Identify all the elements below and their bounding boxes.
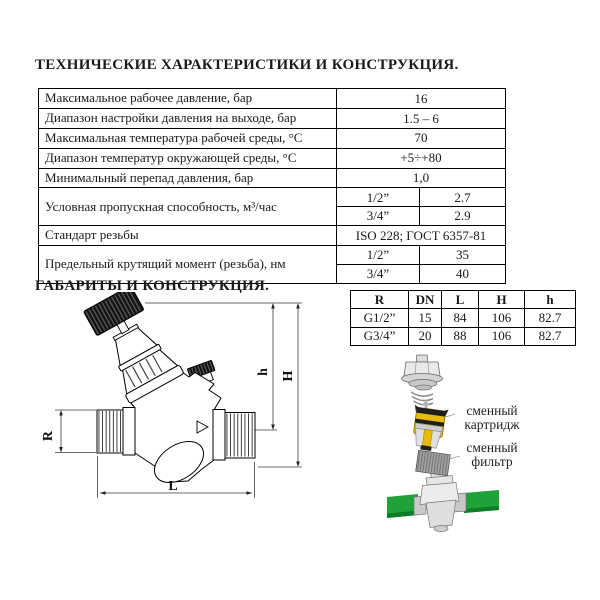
dim-label-h-small: h (256, 368, 271, 376)
spec-value: 35 (420, 246, 506, 265)
dims-cell: 15 (409, 309, 442, 327)
dims-cell: 84 (442, 309, 479, 327)
dims-header: H (479, 291, 525, 309)
dims-cell: 82.7 (525, 327, 576, 345)
cartridge-label-line1: сменный (466, 403, 518, 418)
dim-label-h-big: H (281, 370, 296, 382)
specs-table (38, 88, 506, 284)
filter-label (450, 441, 534, 469)
cartridge-label (448, 404, 536, 432)
spec-label: Предельный крутящий момент (резьба), нм (39, 246, 337, 284)
spec-value: +5÷+80 (337, 148, 506, 168)
dims-cell: G1/2” (351, 309, 409, 327)
table-row (39, 226, 506, 246)
dims-header: L (442, 291, 479, 309)
right-thread (225, 413, 255, 459)
spec-size: 3/4” (337, 265, 420, 284)
dims-cell: 88 (442, 327, 479, 345)
dims-header: R (351, 291, 409, 309)
spec-label: Стандарт резьбы (39, 226, 337, 246)
dimensions-table (350, 290, 576, 346)
dims-header: h (525, 291, 576, 309)
spec-size: 1/2” (337, 246, 420, 265)
dims-cell: G3/4” (351, 327, 409, 345)
spec-size: 1/2” (337, 188, 420, 207)
bonnet-cap-3d (402, 355, 443, 390)
dims-cell: 106 (479, 309, 525, 327)
cartridge-label-line2: картридж (464, 417, 520, 432)
dims-cell: 20 (409, 327, 442, 345)
replaceable-filter (416, 450, 451, 475)
dimensions-heading: ГАБАРИТЫ И КОНСТРУКЦИЯ. (35, 278, 270, 294)
replaceable-cartridge (409, 405, 449, 453)
spec-label: Минимальный перепад давления, бар (39, 168, 337, 188)
spring (411, 392, 433, 405)
dims-header: DN (409, 291, 442, 309)
spec-label: Максимальная температура рабочей среды, °С (39, 128, 337, 148)
spec-value: 1,0 (337, 168, 506, 188)
installed-valve-body (414, 468, 466, 532)
spec-label: Максимальное рабочее давление, бар (39, 89, 337, 109)
table-row (39, 188, 506, 207)
spec-value: 16 (337, 89, 506, 109)
table-row (39, 89, 506, 109)
table-row (39, 128, 506, 148)
spec-value: 40 (420, 265, 506, 284)
spec-value: 70 (337, 128, 506, 148)
dims-cell: 106 (479, 327, 525, 345)
spec-label: Диапазон настройки давления на выходе, бар (39, 108, 337, 128)
table-row (39, 108, 506, 128)
table-row (39, 148, 506, 168)
spec-value: 1.5 – 6 (337, 108, 506, 128)
left-hex-nut (123, 408, 135, 456)
spec-label: Условная пропускная способность, м³/час (39, 188, 337, 226)
dims-cell: 82.7 (525, 309, 576, 327)
spec-value: 2.7 (420, 188, 506, 207)
dim-label-l: L (168, 479, 178, 494)
filter-label-line1: сменный (466, 440, 518, 455)
table-row (39, 246, 506, 265)
right-hex-nut (213, 410, 225, 461)
table-row (39, 168, 506, 188)
filter-label-line2: фильтр (471, 454, 513, 469)
spec-value: ISO 228; ГОСТ 6357-81 (337, 226, 506, 246)
table-row (351, 309, 576, 327)
spec-label: Диапазон температур окружающей среды, °С (39, 148, 337, 168)
valve-technical-drawing (30, 292, 315, 527)
spec-size: 3/4” (337, 207, 420, 226)
spec-value: 2.9 (420, 207, 506, 226)
dim-label-r: R (41, 430, 56, 442)
table-header-row (351, 291, 576, 309)
specs-heading: ТЕХНИЧЕСКИЕ ХАРАКТЕРИСТИКИ И КОНСТРУКЦИЯ. (35, 57, 459, 73)
left-thread (97, 410, 123, 453)
table-row (351, 327, 576, 345)
